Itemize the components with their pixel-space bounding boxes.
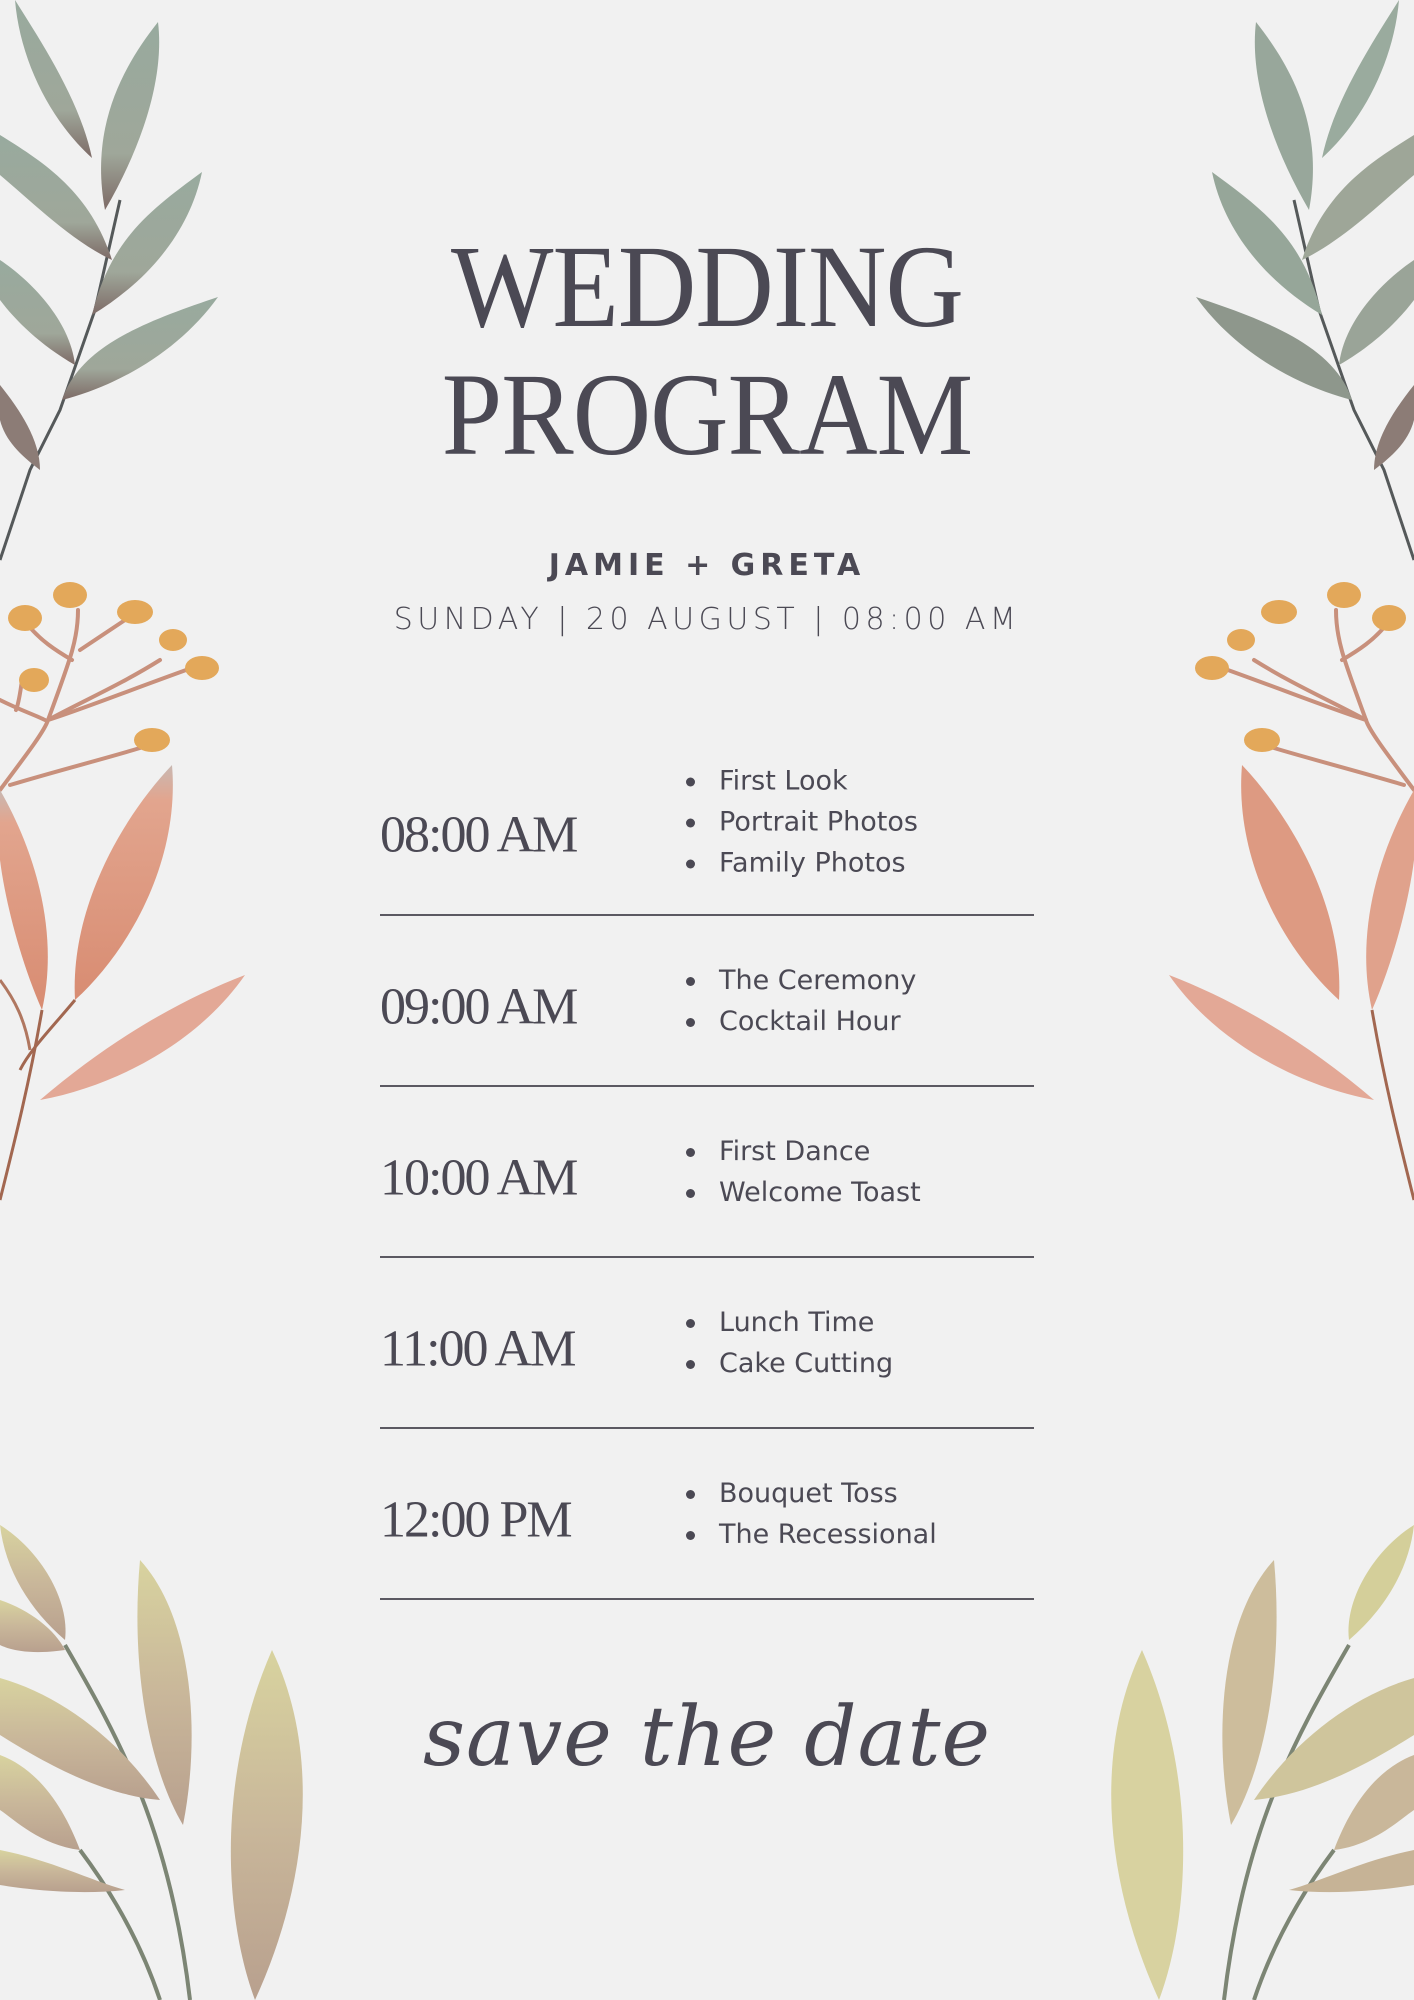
schedule-time: 09:00 AM (380, 977, 577, 1035)
event-date: SUNDAY | 20 AUGUST | 08:00 AM (393, 602, 1021, 637)
bullet-icon (686, 1319, 695, 1328)
schedule-time: 10:00 AM (380, 1148, 577, 1206)
schedule-items (686, 761, 918, 884)
schedule-items (686, 1473, 937, 1555)
schedule-item: The Ceremony (686, 960, 916, 1001)
schedule-row (380, 1429, 1034, 1600)
schedule-list (380, 744, 1034, 1600)
bullet-icon (686, 778, 695, 787)
bullet-icon (686, 1018, 695, 1027)
page-title-line1: WEDDING (450, 221, 964, 352)
bullet-icon (686, 977, 695, 986)
bullet-icon (686, 819, 695, 828)
berry-sprig-icon-right (1164, 580, 1414, 1500)
schedule-item: Cake Cutting (686, 1343, 893, 1384)
schedule-item: First Dance (686, 1131, 921, 1172)
schedule-item: Lunch Time (686, 1302, 893, 1343)
schedule-row (380, 916, 1034, 1087)
schedule-time: 08:00 AM (380, 806, 577, 864)
page-title-line2: PROGRAM (441, 349, 973, 480)
bullet-icon (686, 1189, 695, 1198)
bullet-icon (686, 1148, 695, 1157)
schedule-time: 12:00 PM (380, 1490, 571, 1548)
save-the-date-script: save the date (422, 1690, 992, 1785)
bullet-icon (686, 1531, 695, 1540)
schedule-item: Portrait Photos (686, 802, 918, 843)
schedule-row (380, 744, 1034, 916)
bullet-icon (686, 1490, 695, 1499)
schedule-row (380, 1258, 1034, 1429)
schedule-item: Welcome Toast (686, 1172, 921, 1213)
schedule-items (686, 960, 916, 1042)
schedule-row (380, 1087, 1034, 1258)
bullet-icon (686, 860, 695, 869)
bullet-icon (686, 1360, 695, 1369)
schedule-item: The Recessional (686, 1514, 937, 1555)
couple-names: JAMIE + GRETA (548, 548, 866, 583)
schedule-time: 11:00 AM (380, 1319, 575, 1377)
schedule-item: Family Photos (686, 843, 918, 884)
schedule-item: Cocktail Hour (686, 1001, 916, 1042)
berry-sprig-icon (0, 580, 250, 1500)
schedule-items (686, 1131, 921, 1213)
schedule-item: Bouquet Toss (686, 1473, 937, 1514)
schedule-items (686, 1302, 893, 1384)
schedule-item: First Look (686, 761, 918, 802)
